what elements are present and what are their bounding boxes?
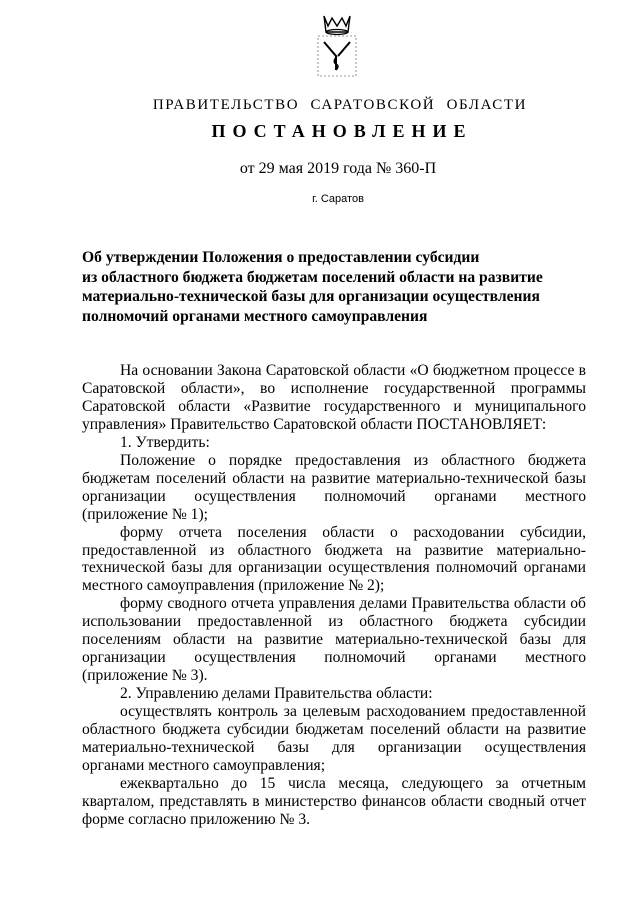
text-line: Саратовской области «Развитие государственного и муниципального <box>82 397 586 415</box>
text-line: кварталом, представлять в министерство финансов области сводный отчет <box>82 792 586 810</box>
text-line: управления» Правительство Саратовской области ПОСТАНОВЛЯЕТ: <box>82 415 547 433</box>
text-line: бюджетам поселений области на развитие материально-технической базы <box>82 469 586 487</box>
text-line: областного бюджета субсидии бюджетам поселений области на развитие <box>82 721 586 739</box>
paragraph <box>82 452 586 524</box>
paragraph <box>82 685 586 703</box>
text-line: местного самоуправления (приложение № 2); <box>82 577 385 595</box>
text-line: предоставленной из областного бюджета на развитие материально- <box>82 541 586 559</box>
text-line: 1. Утвердить: <box>120 433 210 451</box>
paragraph <box>82 524 586 596</box>
text-line: (приложение № 1); <box>82 505 208 523</box>
title-line: из областного бюджета бюджетам поселений области на развитие <box>82 268 543 286</box>
title-line: материально-технической базы для организации осуществления <box>82 288 540 306</box>
text-line: Положение о порядке предоставления из областного бюджета <box>120 451 586 469</box>
text-line: технической базы для организации осуществления полномочий органами <box>82 559 586 577</box>
coat-of-arms-icon <box>314 12 360 82</box>
text-line: осуществлять контроль за целевым расходованием предоставленной <box>120 703 586 721</box>
text-line: поселениям области на развитие материально-технической базы для <box>82 631 586 649</box>
text-line: 2. Управлению делами Правительства области: <box>120 685 433 703</box>
text-line: Саратовской области», во исполнение государственной программы <box>82 379 586 397</box>
text-line: форму отчета поселения области о расходовании субсидии, <box>120 523 586 541</box>
paragraph <box>82 703 586 775</box>
text-line: форму сводного отчета управления делами Правительства области об <box>120 595 586 613</box>
date-number: от 29 мая 2019 года № 360-П <box>239 160 437 177</box>
city: г. Саратов <box>312 193 364 205</box>
paragraph <box>82 434 586 452</box>
title-line: Об утверждении Положения о предоставлении субсидии <box>82 249 480 266</box>
document-type: ПОСТАНОВЛЕНИЕ <box>211 121 473 141</box>
text-line: органами местного самоуправления; <box>82 756 326 774</box>
text-line: (приложение № 3). <box>82 667 208 685</box>
text-line: форме согласно приложению № 3. <box>82 810 311 828</box>
text-line: материально-технической базы для организации осуществления <box>82 739 586 757</box>
text-line: организации осуществления полномочий органами местного <box>82 649 586 667</box>
paragraph <box>82 595 586 685</box>
paragraph <box>82 775 586 829</box>
text-line: На основании Закона Саратовской области «О бюджетном процессе в <box>120 362 586 379</box>
government-name: ПРАВИТЕЛЬСТВО САРАТОВСКОЙ ОБЛАСТИ <box>152 97 528 113</box>
title-line: полномочий органами местного самоуправления <box>82 308 428 326</box>
text-line: использовании предоставленной из областного бюджета субсидии <box>82 613 586 631</box>
document-title <box>82 248 592 327</box>
text-line: организации осуществления полномочий органами местного <box>82 487 586 505</box>
document-body <box>82 362 586 829</box>
paragraph <box>82 362 586 434</box>
text-line: ежеквартально до 15 числа месяца, следующего за отчетным <box>120 774 586 792</box>
